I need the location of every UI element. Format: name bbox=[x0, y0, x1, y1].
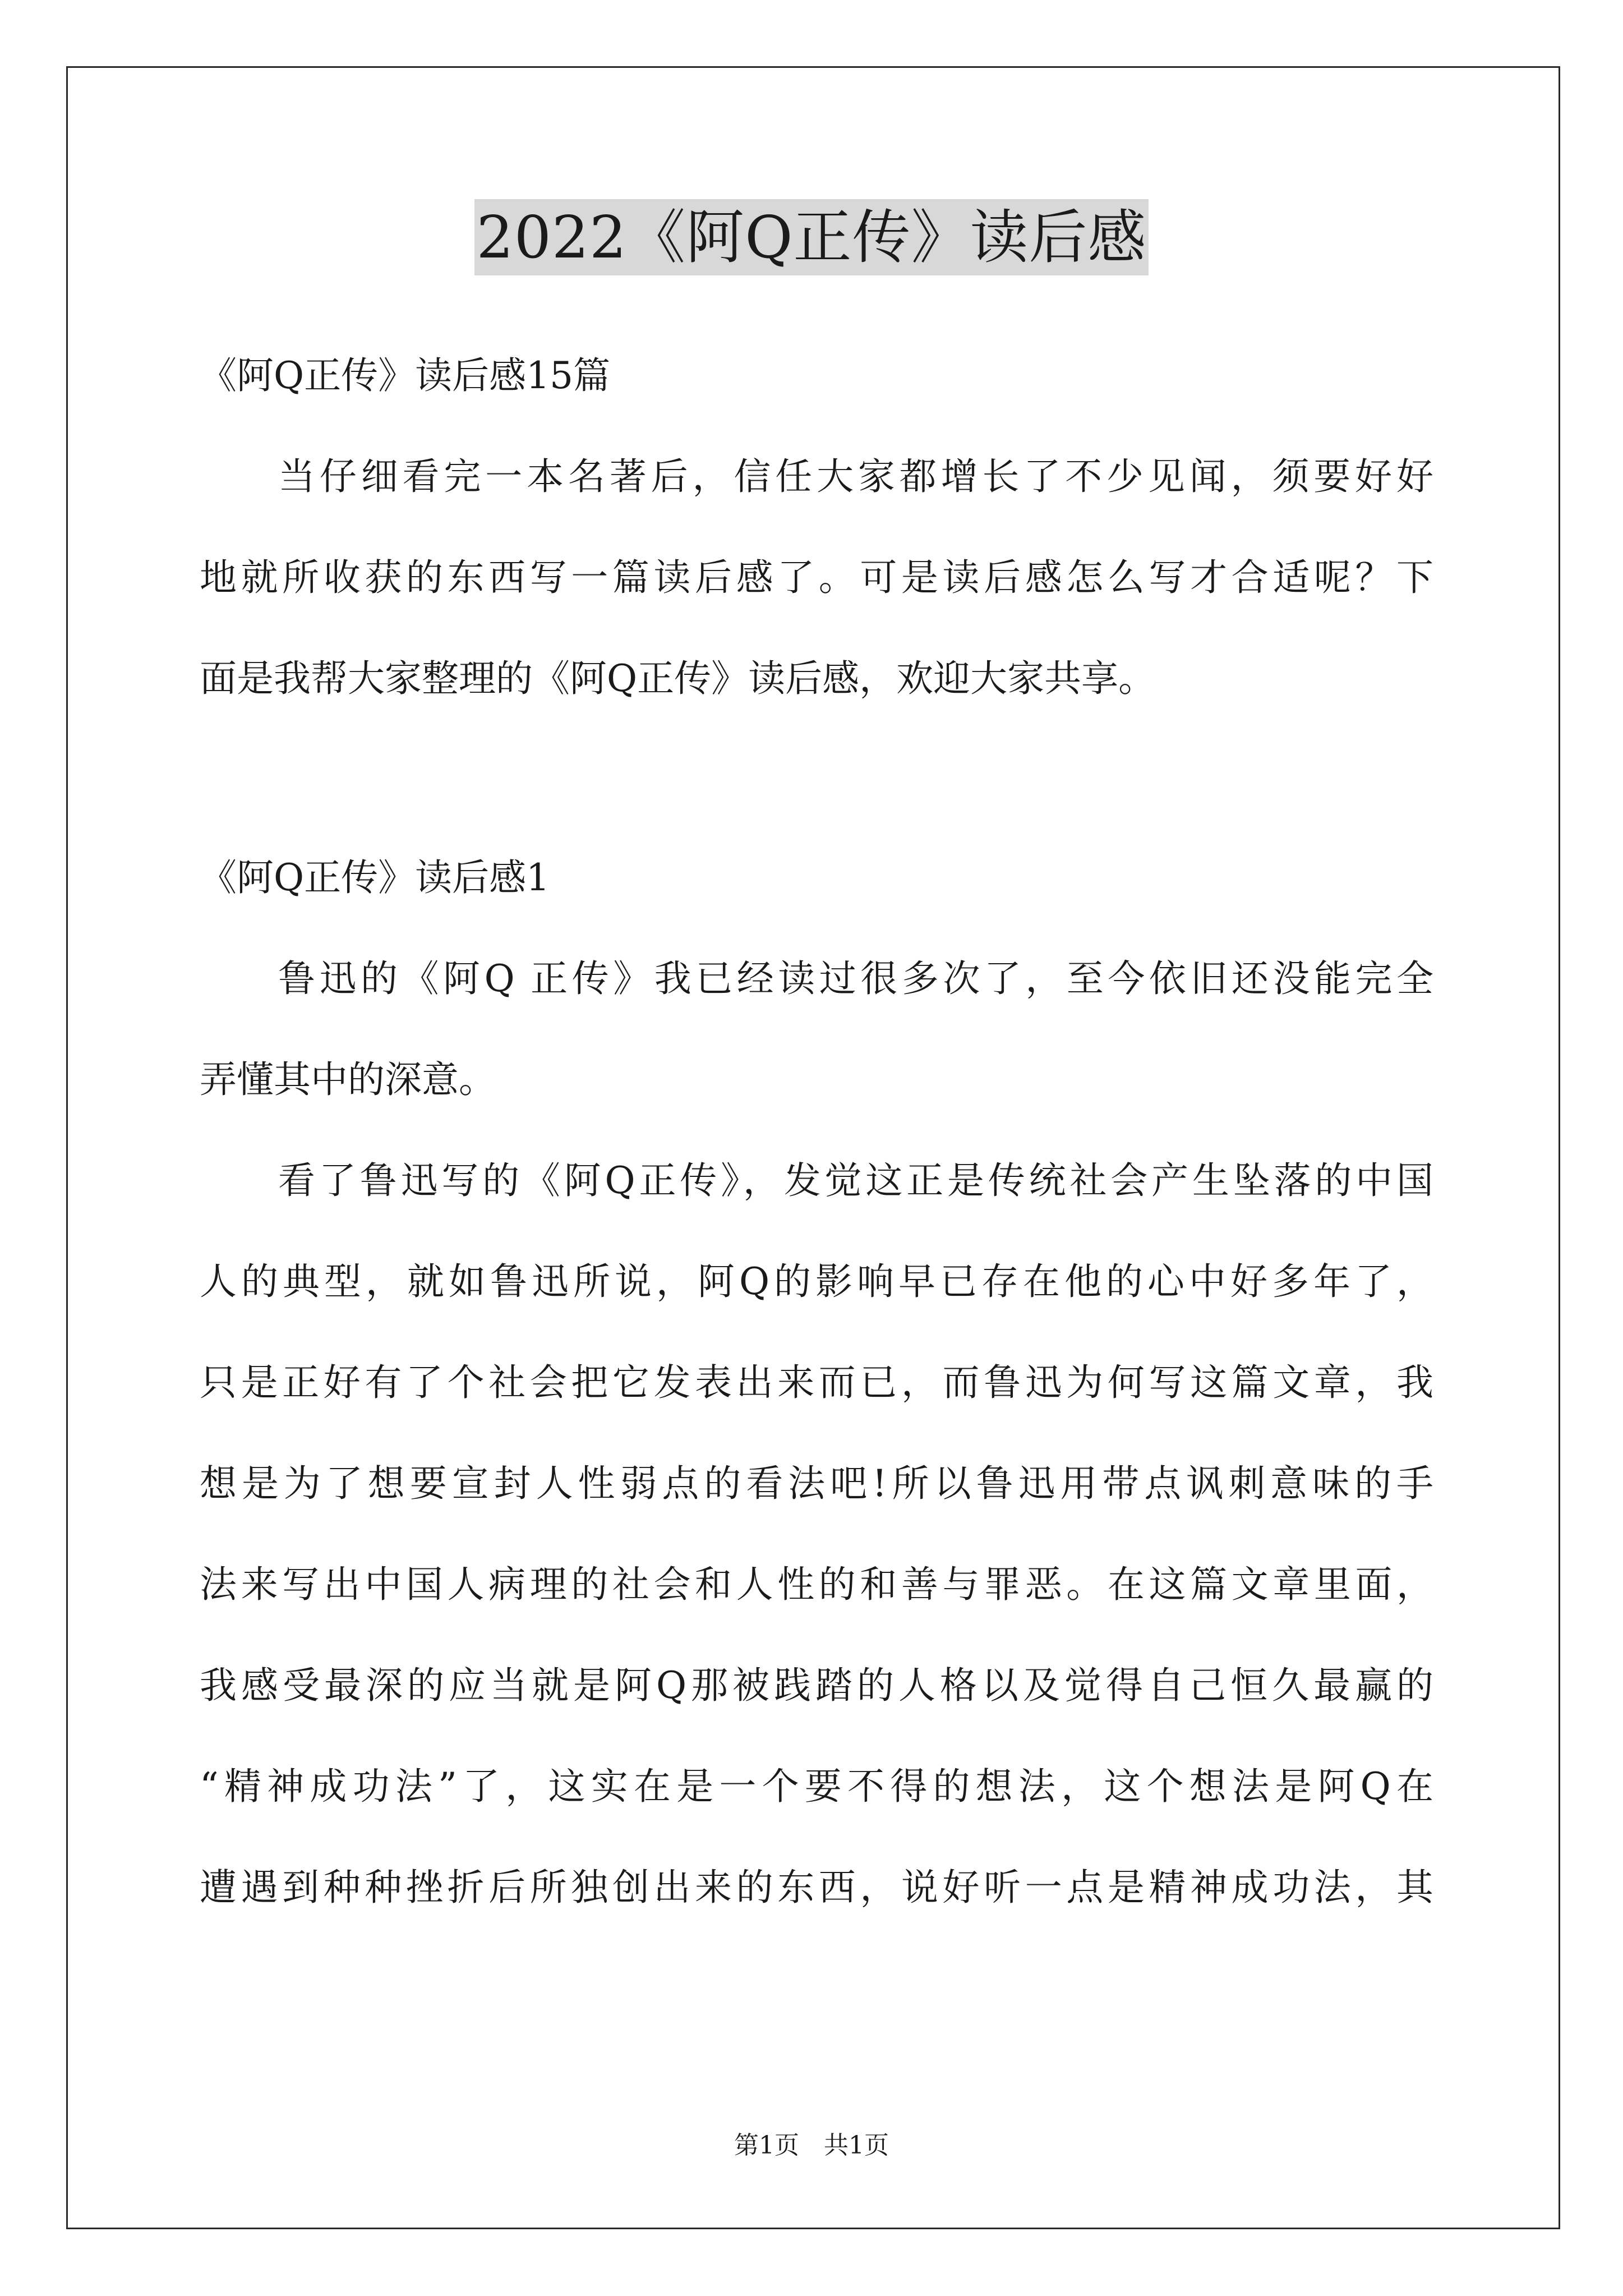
para2-line-2: 人的典型，就如鲁迅所说，阿Q的影响早已存在他的心中好多年了， bbox=[200, 1260, 1433, 1303]
intro-line-2: 地就所收获的东西写一篇读后感了。可是读后感怎么写才合适呢？下 bbox=[200, 556, 1433, 599]
intro-line-1: 当仔细看完一本名著后，信任大家都增长了不少见闻，须要好好 bbox=[278, 455, 1433, 498]
section-heading: 《阿Q正传》读后感1 bbox=[200, 856, 550, 899]
intro-line-3: 面是我帮大家整理的《阿Q正传》读后感，欢迎大家共享。 bbox=[200, 657, 1156, 700]
para2-line-7: “精神成功法”了，这实在是一个要不得的想法，这个想法是阿Q在 bbox=[200, 1765, 1433, 1808]
para2-line-8: 遭遇到种种挫折后所独创出来的东西，说好听一点是精神成功法，其 bbox=[200, 1866, 1433, 1909]
document-title: 2022《阿Q正传》读后感 bbox=[474, 199, 1149, 275]
para2-line-4: 想是为了想要宣封人性弱点的看法吧!所以鲁迅用带点讽刺意味的手 bbox=[200, 1462, 1433, 1505]
para2-line-3: 只是正好有了个社会把它发表出来而已，而鲁迅为何写这篇文章，我 bbox=[200, 1361, 1433, 1404]
title-container bbox=[0, 199, 1623, 275]
para2-line-1: 看了鲁迅写的《阿Q正传》，发觉这正是传统社会产生坠落的中国 bbox=[278, 1159, 1433, 1202]
para1-line-2: 弄懂其中的深意。 bbox=[200, 1058, 496, 1101]
para1-line-1: 鲁迅的《阿Q 正传》我已经读过很多次了，至今依旧还没能完全 bbox=[278, 957, 1433, 1000]
page-footer: 第1页 共1页 bbox=[734, 2131, 889, 2160]
para2-line-6: 我感受最深的应当就是阿Q那被践踏的人格以及觉得自己恒久最赢的 bbox=[200, 1664, 1433, 1707]
para2-line-5: 法来写出中国人病理的社会和人性的和善与罪恶。在这篇文章里面， bbox=[200, 1563, 1433, 1606]
subtitle: 《阿Q正传》读后感15篇 bbox=[200, 354, 611, 397]
